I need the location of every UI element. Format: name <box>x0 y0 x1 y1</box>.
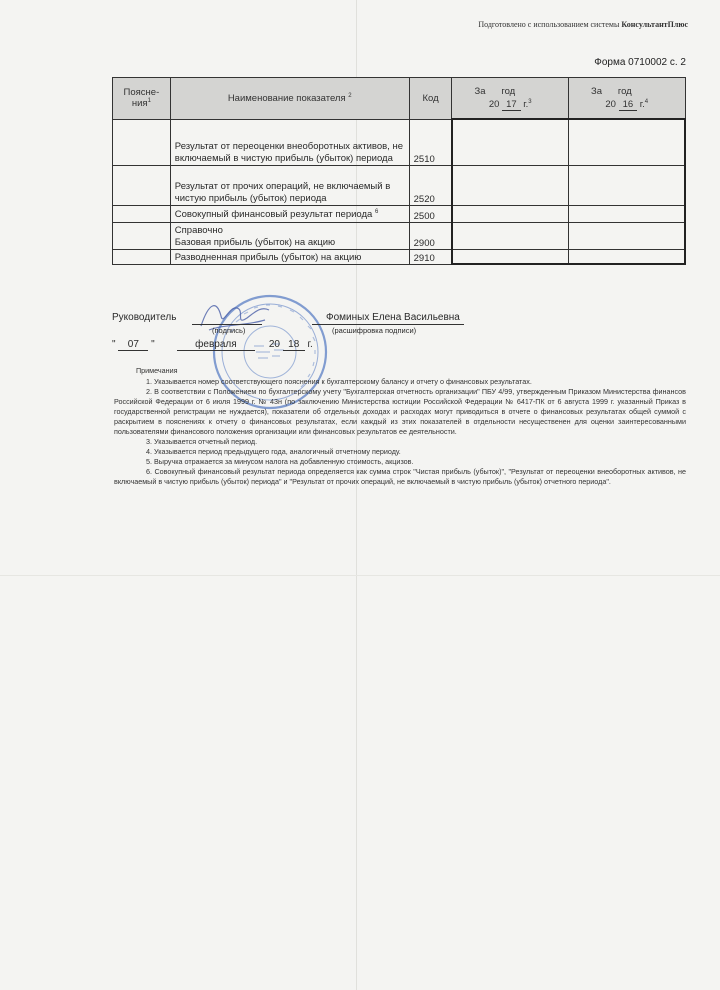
header-explanation-sup: 1 <box>147 98 151 105</box>
note-item: 2. В соответствии с Положением по бухгалтерскому учету "Бухгалтерская отчетность организации" ПБУ 4/99, утвержденным Приказом Министерства финансов Российской Федерации от 6 июля 1999 г. № 43н (по заключению Министерства юстиции Российской Федерации № 6417-ПК от 6 августа 1999 г. указанный Приказ в государственной регистрации не нуждается), показатели об отдельных доходах и расходах могут приводиться в отчете о финансовых результатах общей суммой с раскрытием в пояснениях к отчету о финансовых результатах, если каждый из этих показателей в отдельности несущественен для оценки заинтересованными пользователями финансового положения организации или финансовых результатов ее деятельности. <box>114 387 686 436</box>
year-previous-prefix: 20 <box>605 99 616 111</box>
signature-date <box>112 339 313 351</box>
row-explanation <box>113 249 171 264</box>
year-current-value: 17 <box>502 99 521 111</box>
row-value-current <box>452 119 568 165</box>
row-value-previous <box>568 222 685 249</box>
year-previous-suffix: г. <box>639 99 645 111</box>
row-name-line1: Справочно <box>174 224 223 236</box>
header-note <box>478 20 688 29</box>
note-item: 1. Указывается номер соответствующего пояснения к бухгалтерскому балансу и отчету о финансовых результатах. <box>146 377 532 386</box>
note-item: 6. Совокупный финансовый результат периода определяется как сумма строк "Чистая прибыль (убыток)", "Результат от переоценки внеоборотных активов, не включаемый в чистую прибыль (убыток) периода" и "Результат от прочих операций, не включаемый в чистую прибыль (убыток) отчетного периода". <box>114 467 686 486</box>
table-row <box>113 222 686 249</box>
row-explanation <box>113 205 171 222</box>
row-value-current <box>452 249 568 264</box>
row-value-current <box>452 165 568 205</box>
header-note-system: КонсультантПлюс <box>621 20 688 29</box>
year-current-suffix: г. <box>523 99 529 111</box>
row-name-text: Базовая прибыль (убыток) на акцию <box>174 236 336 248</box>
notes-section <box>114 366 686 487</box>
date-open-quote: " <box>112 339 116 350</box>
header-explanation-label: Поясне-ния <box>123 87 160 110</box>
row-name-sup: 6 <box>374 209 379 216</box>
row-explanation <box>113 222 171 249</box>
date-year-suffix: г. <box>307 339 313 350</box>
date-year-prefix: 20 <box>268 339 280 350</box>
header-explanation <box>113 78 171 120</box>
note-item: 5. Выручка отражается за минусом налога на добавленную стоимость, акцизов. <box>146 457 414 466</box>
header-year-current <box>452 78 568 120</box>
form-code: Форма 0710002 с. 2 <box>594 57 686 68</box>
row-name: Результат от прочих операций, не включаемый в чистую прибыль (убыток) периода <box>170 165 409 205</box>
header-code <box>409 78 452 120</box>
page-fold-horizontal <box>0 575 720 576</box>
header-note-prefix: Подготовлено с использованием системы <box>478 20 622 29</box>
date-year: 18 <box>283 339 305 351</box>
row-code: 2510 <box>409 119 452 165</box>
signer-role: Руководитель <box>112 312 177 323</box>
notes-title: Примечания <box>136 366 178 375</box>
year-previous-value: 16 <box>619 99 638 111</box>
row-name <box>170 205 409 222</box>
row-value-previous <box>568 205 685 222</box>
year-previous-sup: 4 <box>644 98 649 105</box>
row-value-previous <box>568 119 685 165</box>
header-year-current-top: За год <box>474 85 516 97</box>
name-caption: (расшифровка подписи) <box>332 326 417 335</box>
row-explanation <box>113 119 171 165</box>
row-name-text: Совокупный финансовый результат периода <box>174 209 373 221</box>
row-value-previous <box>568 249 685 264</box>
row-code: 2500 <box>409 205 452 222</box>
header-name <box>170 78 409 120</box>
header-year-current-bottom <box>456 99 563 110</box>
year-current-prefix: 20 <box>488 99 500 111</box>
table-header-row <box>113 78 686 120</box>
row-value-previous <box>568 165 685 205</box>
signature-caption: (подпись) <box>212 326 246 335</box>
note-item: 3. Указывается отчетный период. <box>146 437 258 446</box>
name-line <box>312 324 464 325</box>
row-name: Результат от переоценки внеоборотных активов, не включаемый в чистую прибыль (убыток) периода <box>170 119 409 165</box>
row-code: 2910 <box>409 249 452 264</box>
table-row <box>113 205 686 222</box>
year-current-sup: 3 <box>528 98 532 105</box>
header-year-previous-top: За год <box>590 85 632 97</box>
header-name-sup: 2 <box>348 92 352 99</box>
row-code: 2900 <box>409 222 452 249</box>
table-row <box>113 165 686 205</box>
date-month: февраля <box>177 339 255 351</box>
row-explanation <box>113 165 171 205</box>
table-row <box>113 249 686 264</box>
header-code-label: Код <box>422 92 439 104</box>
row-name: Разводненная прибыль (убыток) на акцию <box>170 249 409 264</box>
header-year-previous <box>568 78 685 120</box>
row-value-current <box>452 222 568 249</box>
table-row <box>113 119 686 165</box>
date-close-quote: " <box>151 339 155 350</box>
row-value-current <box>452 205 568 222</box>
signer-name: Фоминых Елена Васильевна <box>326 312 460 323</box>
report-table <box>112 77 686 265</box>
header-name-label: Наименование показателя <box>227 92 346 104</box>
date-day: 07 <box>118 339 148 351</box>
note-item: 4. Указывается период предыдущего года, аналогичный отчетному периоду. <box>146 447 401 456</box>
row-code: 2520 <box>409 165 452 205</box>
row-name <box>170 222 409 249</box>
header-year-previous-bottom <box>573 99 681 110</box>
signature-line <box>192 324 262 325</box>
